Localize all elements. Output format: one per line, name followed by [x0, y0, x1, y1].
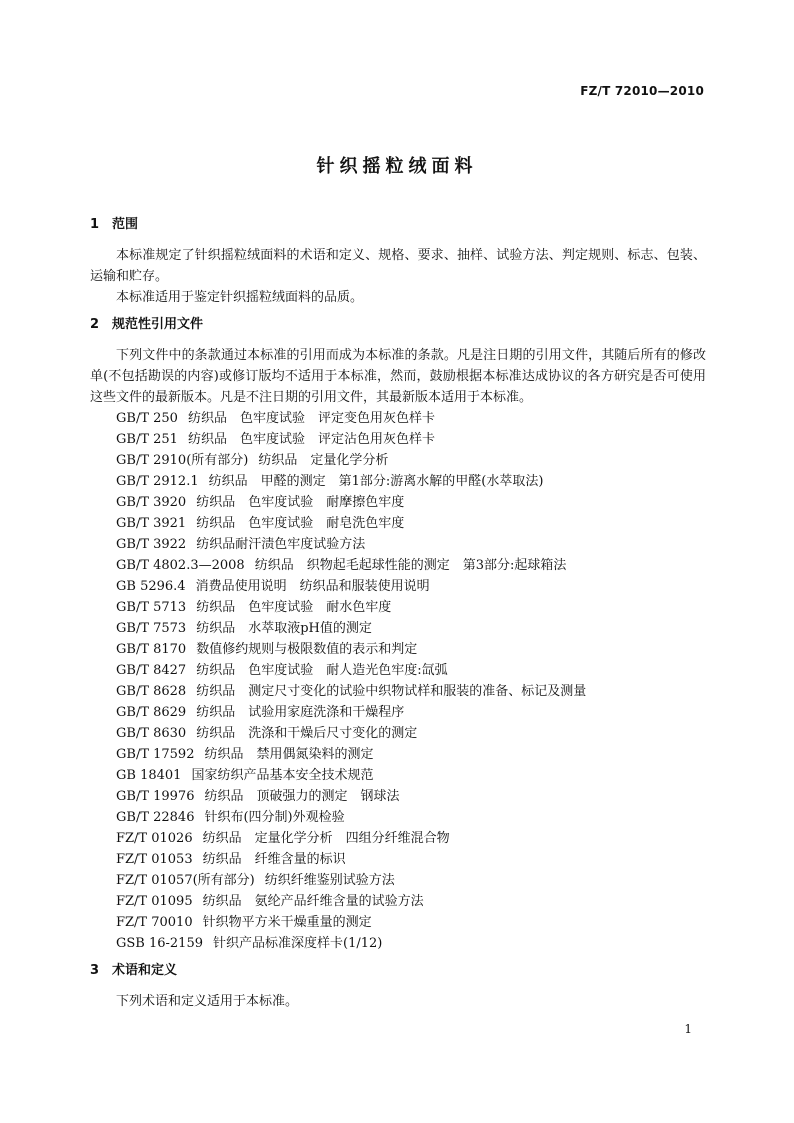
section-number: 2 — [90, 317, 100, 332]
reference-code: GB 18401 — [116, 768, 182, 783]
paragraph: 本标准适用于鉴定针织摇粒绒面料的品质。 — [116, 290, 364, 305]
reference-code: FZ/T 01095 — [116, 894, 193, 909]
reference-code: GB/T 3921 — [116, 516, 187, 531]
reference-item — [90, 534, 706, 555]
reference-item — [90, 786, 706, 807]
reference-code: GB/T 2912.1 — [116, 474, 199, 489]
reference-title: 数值修约规则与极限数值的表示和判定 — [196, 642, 418, 657]
reference-title: 纺织品 色牢度试验 耐皂洗色牢度 — [196, 516, 405, 531]
reference-title: 纺织品 水萃取液pH值的测定 — [196, 621, 372, 636]
reference-code: GB/T 19976 — [116, 789, 195, 804]
reference-title: 纺织品 甲醛的测定 第1部分:游离水解的甲醛(水萃取法) — [208, 474, 544, 489]
reference-title: 针织产品标准深度样卡(1/12) — [213, 936, 383, 951]
reference-code: GB/T 5713 — [116, 600, 187, 615]
standard-code: FZ/T 72010—2010 — [580, 84, 704, 98]
reference-title: 纺织品 顶破强力的测定 钢球法 — [204, 789, 400, 804]
reference-code: GB/T 2910(所有部分) — [116, 453, 249, 468]
reference-code: GB/T 251 — [116, 432, 178, 447]
reference-item — [90, 912, 706, 933]
reference-item — [90, 513, 706, 534]
reference-title: 纺织品 色牢度试验 评定变色用灰色样卡 — [187, 411, 435, 426]
reference-item — [90, 870, 706, 891]
section-number: 3 — [90, 963, 100, 978]
document-body — [90, 214, 706, 1012]
reference-code: GB/T 250 — [116, 411, 178, 426]
reference-title: 纺织品 色牢度试验 评定沾色用灰色样卡 — [187, 432, 435, 447]
reference-item — [90, 702, 706, 723]
section-heading-terms-definitions — [90, 960, 706, 981]
section-number: 1 — [90, 217, 100, 232]
reference-code: FZ/T 01057(所有部分) — [116, 873, 255, 888]
reference-item — [90, 618, 706, 639]
paragraph: 本标准规定了针织摇粒绒面料的术语和定义、规格、要求、抽样、试验方法、判定规则、标志、包装、运输和贮存。 — [90, 248, 706, 284]
reference-item — [90, 576, 706, 597]
reference-title: 纺织品 氨纶产品纤维含量的试验方法 — [202, 894, 424, 909]
reference-item — [90, 429, 706, 450]
reference-item — [90, 681, 706, 702]
reference-item — [90, 597, 706, 618]
reference-code: FZ/T 70010 — [116, 915, 193, 930]
paragraph: 下列术语和定义适用于本标准。 — [116, 994, 299, 1009]
reference-title: 纺织品 纤维含量的标识 — [202, 852, 346, 867]
page-number: 1 — [684, 1022, 692, 1036]
reference-title: 纺织品 织物起毛起球性能的测定 第3部分:起球箱法 — [254, 558, 567, 573]
reference-code: GB/T 17592 — [116, 747, 195, 762]
reference-code: FZ/T 01026 — [116, 831, 193, 846]
reference-title: 消费品使用说明 纺织品和服装使用说明 — [195, 579, 430, 594]
reference-item — [90, 828, 706, 849]
section-title: 术语和定义 — [112, 963, 178, 978]
reference-code: GB/T 8630 — [116, 726, 187, 741]
reference-code: GB/T 8170 — [116, 642, 187, 657]
paragraph: 下列文件中的条款通过本标准的引用而成为本标准的条款。凡是注日期的引用文件，其随后所有的修改单(不包括勘误的内容)或修订版均不适用于本标准，然而，鼓励根据本标准达成协议的各方研究是否可使用这些文件的最新版本。凡是不注日期的引用文件，其最新版本适用于本标准。 — [90, 348, 706, 405]
reference-item — [90, 555, 706, 576]
reference-item — [90, 408, 706, 429]
reference-item — [90, 492, 706, 513]
reference-item — [90, 807, 706, 828]
reference-code: GB/T 7573 — [116, 621, 187, 636]
reference-title: 纺织品耐汗渍色牢度试验方法 — [196, 537, 366, 552]
reference-item — [90, 660, 706, 681]
reference-title: 纺织品 定量化学分析 — [258, 453, 389, 468]
reference-title: 纺织品 定量化学分析 四组分纤维混合物 — [202, 831, 450, 846]
reference-title: 国家纺织产品基本安全技术规范 — [191, 768, 374, 783]
section-title: 规范性引用文件 — [112, 317, 204, 332]
section-heading-normative-references — [90, 314, 706, 335]
reference-code: GB/T 8629 — [116, 705, 187, 720]
reference-code: GB/T 3920 — [116, 495, 187, 510]
reference-item — [90, 450, 706, 471]
reference-title: 针织物平方米干燥重量的测定 — [202, 915, 372, 930]
reference-list — [90, 408, 706, 954]
document-title: 针织摇粒绒面料 — [316, 156, 478, 177]
reference-title: 纺织纤维鉴别试验方法 — [264, 873, 395, 888]
reference-title: 纺织品 禁用偶氮染料的测定 — [204, 747, 374, 762]
section-title: 范围 — [112, 217, 139, 232]
reference-title: 针织布(四分制)外观检验 — [204, 810, 345, 825]
reference-title: 纺织品 色牢度试验 耐人造光色牢度:氙弧 — [196, 663, 448, 678]
reference-item — [90, 723, 706, 744]
reference-code: GB 5296.4 — [116, 579, 186, 594]
reference-code: FZ/T 01053 — [116, 852, 193, 867]
reference-item — [90, 933, 706, 954]
reference-code: GB/T 4802.3—2008 — [116, 558, 245, 573]
section-heading-scope — [90, 214, 706, 235]
reference-item — [90, 471, 706, 492]
reference-item — [90, 765, 706, 786]
reference-code: GB/T 8628 — [116, 684, 187, 699]
reference-item — [90, 744, 706, 765]
reference-item — [90, 891, 706, 912]
reference-title: 纺织品 测定尺寸变化的试验中织物试样和服装的准备、标记及测量 — [196, 684, 587, 699]
reference-title: 纺织品 色牢度试验 耐摩擦色牢度 — [196, 495, 405, 510]
reference-code: GSB 16-2159 — [116, 936, 203, 951]
reference-title: 纺织品 色牢度试验 耐水色牢度 — [196, 600, 392, 615]
reference-item — [90, 849, 706, 870]
reference-title: 纺织品 试验用家庭洗涤和干燥程序 — [196, 705, 405, 720]
reference-title: 纺织品 洗涤和干燥后尺寸变化的测定 — [196, 726, 418, 741]
reference-code: GB/T 3922 — [116, 537, 187, 552]
reference-item — [90, 639, 706, 660]
reference-code: GB/T 8427 — [116, 663, 187, 678]
reference-code: GB/T 22846 — [116, 810, 195, 825]
